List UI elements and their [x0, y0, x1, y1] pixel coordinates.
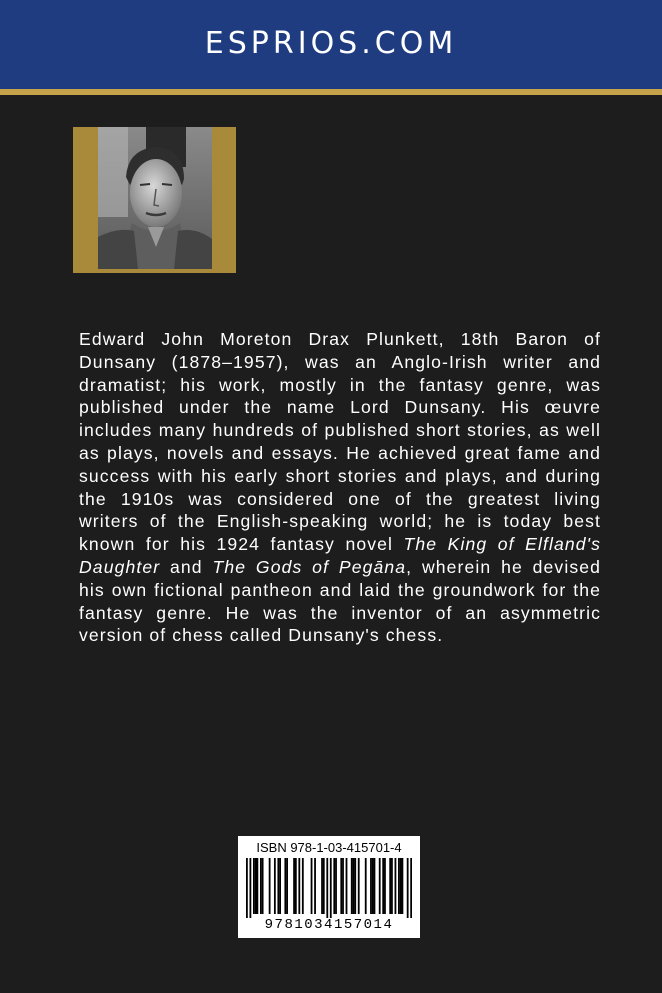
bio-book-title-2: The Gods of Pegāna: [212, 556, 407, 577]
barcode-bar: [298, 858, 300, 914]
author-portrait: [98, 127, 212, 269]
barcode-bar: [335, 858, 337, 914]
barcode-bar: [384, 858, 386, 914]
barcode-bar: [395, 858, 397, 914]
barcode-bar: [256, 858, 258, 914]
barcode-bar: [279, 858, 281, 914]
publisher-header: [0, 0, 662, 89]
barcode-bar: [389, 858, 391, 914]
author-portrait-image: [98, 127, 212, 269]
barcode-bar: [370, 858, 372, 914]
barcode-bar: [372, 858, 374, 914]
barcode-digits: 9781034157014: [264, 917, 394, 933]
barcode-bar: [358, 858, 360, 914]
barcode-bar: [302, 858, 304, 914]
barcode-bar: [286, 858, 288, 914]
barcode-bar: [346, 858, 348, 914]
barcode-bar: [407, 858, 409, 918]
barcode-bar: [246, 858, 248, 918]
bio-connector: and: [160, 556, 213, 577]
barcode-bar: [365, 858, 367, 914]
barcode-bar: [311, 858, 313, 914]
isbn-barcode: [238, 836, 420, 938]
barcode-bar: [340, 858, 342, 914]
barcode-bar: [269, 858, 271, 914]
barcode-bar: [374, 858, 376, 914]
barcode-bar: [277, 858, 279, 914]
barcode-bar: [342, 858, 344, 914]
barcode-bar: [391, 858, 393, 914]
author-portrait-frame: [73, 127, 236, 273]
barcode-bar: [274, 858, 276, 914]
barcode-bar: [353, 858, 355, 914]
barcode-bar: [249, 858, 251, 918]
barcode-bar: [379, 858, 381, 914]
gold-divider: [0, 89, 662, 95]
barcode-bar: [351, 858, 353, 914]
barcode-bar: [382, 858, 384, 914]
barcode-bar: [260, 858, 262, 914]
barcode-bar: [262, 858, 264, 914]
barcode-bar: [333, 858, 335, 914]
bio-book-title-1: The King of Elfland's Daughter: [79, 534, 601, 577]
barcode-bar: [402, 858, 404, 914]
publisher-name: ESPRIOS.COM: [204, 26, 458, 61]
barcode-bar: [253, 858, 255, 914]
barcode-bar: [410, 858, 412, 918]
barcode-bar: [326, 858, 328, 918]
bio-outro: , wherein he devised his own fictional pantheon and laid the groundwork for the fantasy genre. He was the inventor of an asymmetric version of chess called Dunsany's chess.: [79, 556, 601, 646]
barcode-bar: [354, 858, 356, 914]
bio-intro: Edward John Moreton Drax Plunkett, 18th Baron of Dunsany (1878–1957), was an Anglo-Irish writer and dramatist; his work, mostly in the fantasy genre, was published under the name Lord Dunsany. His œuvre includes many hundreds of published short stories, as well as plays, novels and essays. He achieved great fame and success with his early short stories and plays, and during the 1910s was considered one of the greatest living writers of the English-speaking world; he is today best known for his 1924 fantasy novel: [79, 329, 601, 555]
barcode-bar: [284, 858, 286, 914]
barcode-bar: [255, 858, 257, 914]
barcode-bar: [314, 858, 316, 914]
barcode-bar: [321, 858, 323, 914]
barcode-bar: [293, 858, 295, 914]
barcode-bar: [400, 858, 402, 914]
barcode-bar: [295, 858, 297, 914]
barcode-bar: [398, 858, 400, 914]
barcode-bar: [323, 858, 325, 914]
isbn-label: ISBN 978-1-03-415701-4: [256, 840, 402, 855]
author-biography: [79, 328, 601, 647]
barcode-bar: [330, 858, 332, 918]
barcode-bars: [246, 858, 412, 918]
